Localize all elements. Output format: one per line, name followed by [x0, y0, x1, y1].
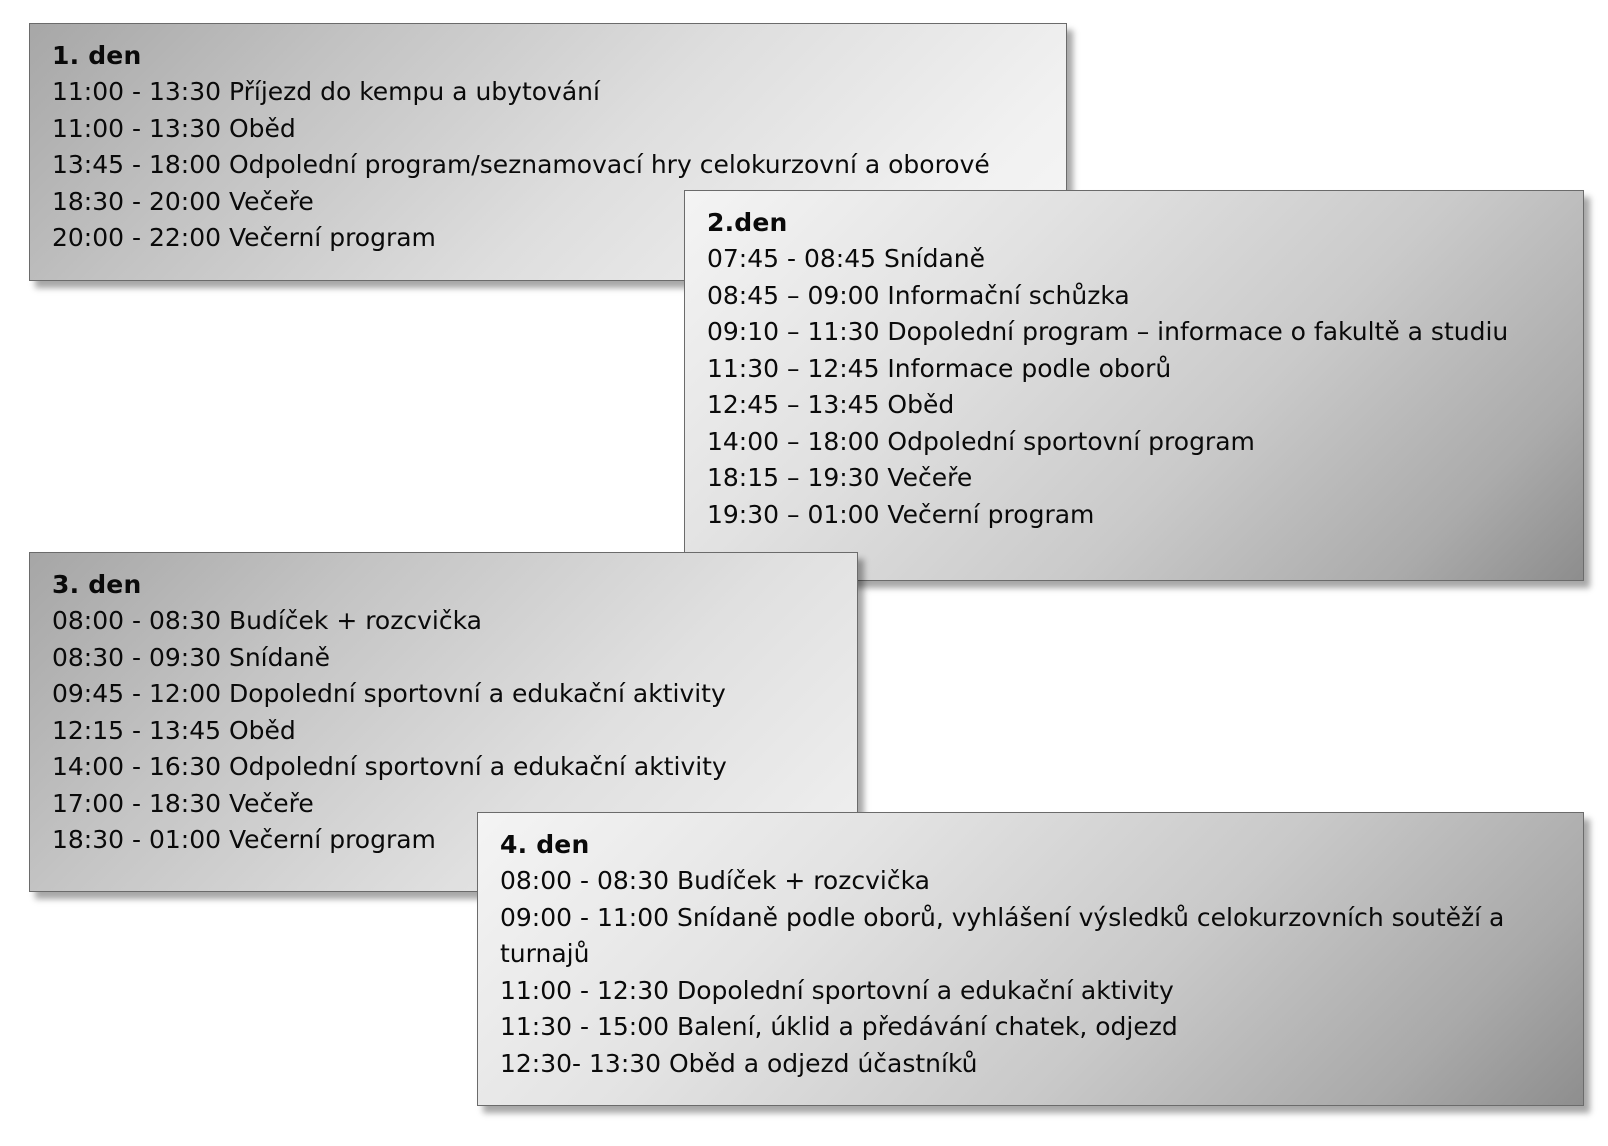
schedule-line: 19:30 – 01:00 Večerní program	[707, 499, 1095, 529]
schedule-line: 14:00 – 18:00 Odpolední sportovní program	[707, 426, 1255, 456]
schedule-line: 08:30 - 09:30 Snídaně	[52, 642, 331, 672]
schedule-line: 08:00 - 08:30 Budíček + rozcvička	[500, 866, 930, 895]
schedule-line: 13:45 - 18:00 Odpolední program/seznamovací hry celokurzovní a oborové	[52, 150, 990, 179]
schedule-line: 18:30 - 01:00 Večerní program	[52, 825, 436, 854]
schedule-line: 17:00 - 18:30 Večeře	[52, 788, 314, 818]
schedule-line: 09:10 – 11:30 Dopolední program – informace o fakultě a studiu	[707, 317, 1509, 346]
schedule-line: 08:00 - 08:30 Budíček + rozcvička	[52, 606, 482, 635]
schedule-line: 12:45 – 13:45 Oběd	[707, 390, 955, 419]
schedule-line: 11:00 - 13:30 Příjezd do kempu a ubytování	[52, 77, 600, 106]
schedule-line: 18:30 - 20:00 Večeře	[52, 186, 314, 216]
day-3-title: 3. den	[52, 570, 142, 599]
schedule-line: 18:15 – 19:30 Večeře	[707, 463, 973, 492]
schedule-line: 11:30 – 12:45 Informace podle oborů	[707, 353, 1172, 383]
day-1-title: 1. den	[52, 41, 142, 70]
day-2-schedule-card	[684, 190, 1584, 581]
schedule-line: 14:00 - 16:30 Odpolední sportovní a edukační aktivity	[52, 752, 727, 781]
schedule-line: 11:00 - 13:30 Oběd	[52, 113, 296, 143]
schedule-line: 11:00 - 12:30 Dopolední sportovní a edukační aktivity	[500, 975, 1174, 1005]
schedule-line: 07:45 - 08:45 Snídaně	[707, 244, 986, 273]
schedule-line: 12:30- 13:30 Oběd a odjezd účastníků	[500, 1048, 978, 1078]
day-4-schedule-card	[477, 812, 1584, 1106]
schedule-line: 08:45 – 09:00 Informační schůzka	[707, 280, 1130, 310]
schedule-line: 09:45 - 12:00 Dopolední sportovní a edukační aktivity	[52, 679, 726, 708]
schedule-line: 09:00 - 11:00 Snídaně podle oborů, vyhlášení výsledků celokurzovních soutěží a turnajů	[500, 902, 1505, 968]
day-2-title: 2.den	[707, 208, 788, 237]
schedule-line: 20:00 - 22:00 Večerní program	[52, 223, 436, 252]
schedule-line: 11:30 - 15:00 Balení, úklid a předávání chatek, odjezd	[500, 1012, 1178, 1041]
schedule-line: 12:15 - 13:45 Oběd	[52, 715, 296, 745]
day-4-title: 4. den	[500, 830, 590, 859]
